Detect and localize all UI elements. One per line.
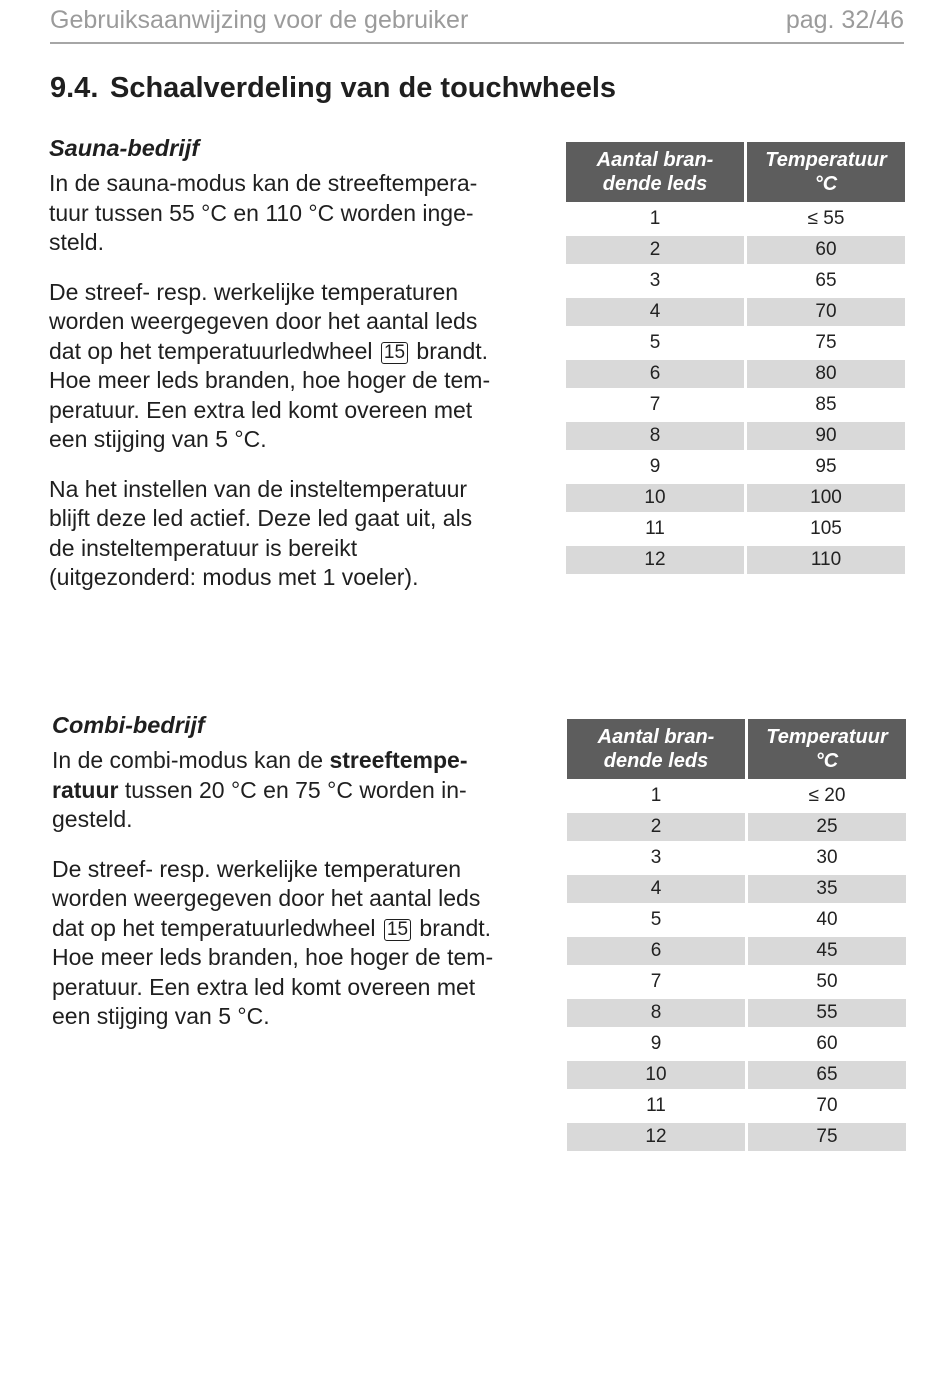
temperature-cell: 90 (747, 422, 905, 450)
combi-paragraph-1-start: In de combi-modus kan de (52, 747, 324, 773)
temperature-cell: 50 (816, 971, 838, 992)
led-count-cell: 6 (567, 937, 745, 965)
temperature-cell: 85 (815, 394, 837, 415)
led-count-cell: 9 (649, 456, 661, 477)
temperature-cell: 65 (748, 1061, 906, 1089)
led-count-cell: 2 (566, 236, 744, 264)
led-count-cell: 2 (567, 813, 745, 841)
table-header-row (567, 719, 906, 779)
header-temperature-unit: °C (814, 173, 838, 195)
table-row (567, 1030, 906, 1058)
combi-paragraph-2-start: De streef- resp. werkelijke temperaturen worden weergegeven door het aantal leds dat op het temperatuurledwheel (52, 855, 481, 941)
temperature-cell: ≤ 20 (808, 785, 846, 806)
table-row (566, 422, 905, 450)
sauna-table (563, 139, 908, 577)
table-row (567, 1092, 906, 1120)
sauna-paragraph-2-end: brandt. Hoe meer leds branden, hoe hoger de tem- peratuur. Een extra led komt overeen met een stijging van 5 °C. (49, 337, 491, 452)
table-row (567, 906, 906, 934)
table-row (566, 360, 905, 388)
header-temperature (747, 142, 905, 202)
page-number: pag. 32/46 (785, 6, 904, 34)
temperature-cell: 70 (816, 1095, 838, 1116)
temperature-cell: 35 (748, 875, 906, 903)
table-row (566, 515, 905, 543)
temperature-cell: 95 (815, 456, 837, 477)
table-row (567, 844, 906, 872)
section-title (50, 72, 616, 105)
led-count-cell: 10 (567, 1061, 745, 1089)
table-row (566, 546, 905, 574)
section-title-text: Schaalverdeling van de touchwheels (110, 72, 617, 104)
table-header-row (566, 142, 905, 202)
temperature-cell: 65 (815, 270, 837, 291)
table-row (566, 205, 905, 233)
table-row (567, 1061, 906, 1089)
temperature-cell: 70 (747, 298, 905, 326)
section-number: 9.4. (50, 72, 99, 104)
combi-heading: Combi-bedrijf (52, 712, 205, 738)
table-row (567, 937, 906, 965)
led-count-cell: 3 (650, 847, 662, 868)
led-count-cell: 1 (650, 785, 662, 806)
led-count-cell: 8 (567, 999, 745, 1027)
table-row (567, 875, 906, 903)
table-row (566, 236, 905, 264)
combi-paragraph-1 (52, 746, 507, 835)
table-row (566, 329, 905, 357)
temperature-cell: 105 (810, 518, 842, 539)
led-count-cell: 9 (650, 1033, 662, 1054)
led-count-cell: 7 (650, 971, 662, 992)
table-row (566, 267, 905, 295)
header-temperature (748, 719, 906, 779)
led-count-cell: 12 (567, 1123, 745, 1151)
combi-paragraph-1-end: tussen 20 °C en 75 °C worden in- gesteld. (52, 776, 467, 832)
combi-table (564, 716, 909, 1154)
temperature-cell: 80 (747, 360, 905, 388)
temperature-cell: 45 (748, 937, 906, 965)
combi-paragraph-1-bold: streeftempe- ratuur (52, 747, 468, 803)
table-row (567, 968, 906, 996)
temperature-cell: 110 (747, 546, 905, 574)
led-count-cell: 11 (645, 518, 665, 539)
sauna-paragraph-2 (49, 278, 504, 455)
temperature-cell: 75 (748, 1123, 906, 1151)
led-count-cell: 1 (649, 208, 661, 229)
temperature-cell: 30 (816, 847, 838, 868)
sauna-table-body (566, 205, 905, 574)
header-led-count: Aantal bran- dende leds (567, 719, 745, 779)
temperature-cell: 40 (816, 909, 838, 930)
combi-table-body (567, 782, 906, 1151)
header-temperature-unit: °C (815, 750, 839, 772)
table-row (567, 1123, 906, 1151)
temperature-cell: 100 (747, 484, 905, 512)
led-count-cell: 6 (566, 360, 744, 388)
document-title: Gebruiksaanwijzing voor de gebruiker (50, 6, 469, 34)
led-count-cell: 8 (566, 422, 744, 450)
table-row (567, 999, 906, 1027)
temperature-cell: 75 (815, 332, 837, 353)
sauna-paragraph-1: In de sauna-modus kan de streeftempera- tuur tussen 55 °C en 110 °C worden inge- steld. (49, 170, 478, 255)
page-header (50, 4, 904, 44)
reference-number-badge: 15 (384, 919, 411, 941)
table-row (566, 453, 905, 481)
temperature-cell: 25 (748, 813, 906, 841)
led-count-cell: 10 (566, 484, 744, 512)
led-count-cell: 3 (649, 270, 661, 291)
sauna-paragraph-3: Na het instellen van de insteltemperatuur blijft deze led actief. Deze led gaat uit, als de insteltemperatuur is bereikt (uitgezonderd: modus met 1 voeler). (49, 475, 473, 590)
table-row (566, 484, 905, 512)
led-count-cell: 7 (649, 394, 661, 415)
led-count-cell: 11 (646, 1095, 666, 1116)
table-row (566, 391, 905, 419)
header-temperature-label: Temperatuur (766, 726, 888, 748)
combi-paragraph-2-end: brandt. Hoe meer leds branden, hoe hoger de tem- peratuur. Een extra led komt overeen met een stijging van 5 °C. (52, 914, 494, 1029)
led-count-cell: 4 (566, 298, 744, 326)
sauna-section (49, 134, 504, 613)
table-row (567, 813, 906, 841)
header-temperature-label: Temperatuur (765, 149, 887, 171)
led-count-cell: 5 (649, 332, 661, 353)
temperature-cell: ≤ 55 (807, 208, 845, 229)
sauna-paragraph-2-start: De streef- resp. werkelijke temperaturen worden weergegeven door het aantal leds dat op het temperatuurledwheel (49, 278, 478, 364)
reference-number-badge: 15 (381, 342, 408, 364)
temperature-cell: 60 (747, 236, 905, 264)
combi-paragraph-2 (52, 855, 507, 1032)
led-count-cell: 5 (650, 909, 662, 930)
sauna-heading: Sauna-bedrijf (49, 135, 200, 161)
temperature-cell: 55 (748, 999, 906, 1027)
combi-section (52, 711, 507, 1052)
table-row (567, 782, 906, 810)
header-led-count: Aantal bran- dende leds (566, 142, 744, 202)
led-count-cell: 4 (567, 875, 745, 903)
table-row (566, 298, 905, 326)
led-count-cell: 12 (566, 546, 744, 574)
temperature-cell: 60 (816, 1033, 838, 1054)
